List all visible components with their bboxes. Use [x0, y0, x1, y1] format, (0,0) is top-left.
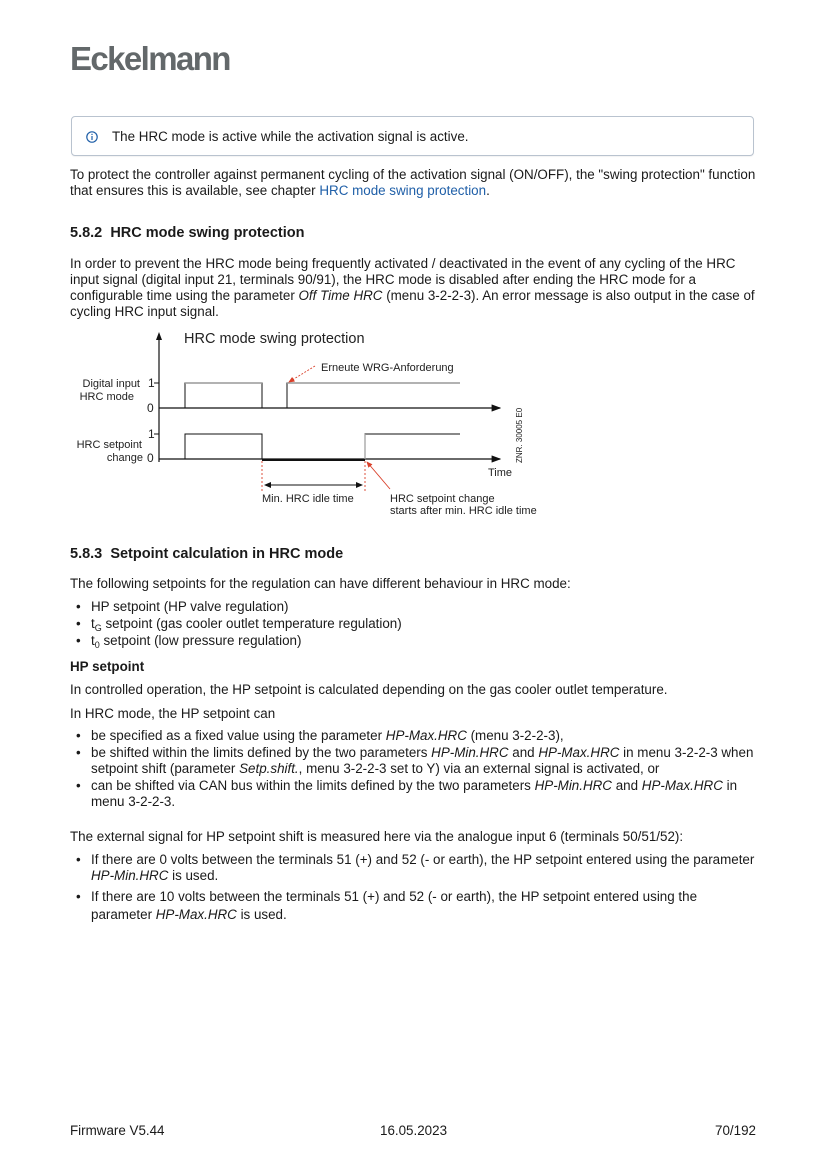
item-text: and: [508, 745, 539, 760]
param-hp-min-hrc: HP-Min.HRC: [91, 868, 169, 883]
item-text: setpoint (gas cooler outlet temperature regulation): [101, 616, 402, 631]
param-hp-max-hrc: HP-Max.HRC: [155, 907, 237, 922]
para-text: In order to prevent the HRC mode being frequently activated / deactivated in the event of any cycling of the HRC input signal (digital input 21, terminals 90/91), the HRC mode is disabled after ending the HRC mode for a configurable time using the parameter: [70, 256, 736, 303]
list-item: [70, 633, 760, 649]
item-text: t: [91, 633, 95, 648]
voltage-list: [70, 852, 760, 927]
section-title: HRC mode swing protection: [110, 225, 305, 241]
swing-protection-link[interactable]: HRC mode swing protection: [319, 183, 487, 198]
item-text: HP setpoint (HP valve regulation): [91, 599, 289, 614]
param-setp-shift: Setp.shift.: [239, 761, 299, 776]
row2-label-1: HRC setpoint: [76, 439, 142, 451]
item-text: and: [611, 778, 642, 793]
list-item: [70, 888, 760, 924]
item-text: in menu 3-2-2-3 when setpoint shift (parameter: [91, 745, 754, 776]
section-583-heading: [70, 545, 343, 563]
item-text: , menu 3-2-2-3 set to Y) via an external signal is activated, or: [298, 761, 660, 776]
setpoint-list: [70, 599, 760, 652]
param-off-time-hrc: Off Time HRC: [298, 288, 383, 303]
item-text: be shifted within the limits defined by the two parameters: [91, 745, 432, 760]
item-text: can be shifted via CAN bus within the limits defined by the two parameters: [91, 778, 535, 793]
item-text: be specified as a fixed value using the parameter: [91, 728, 386, 743]
hp-setpoint-heading: HP setpoint: [70, 659, 145, 674]
section-title: Setpoint calculation in HRC mode: [110, 546, 344, 562]
row2-label-2: change: [106, 452, 143, 464]
row1-label-2: HRC mode: [79, 391, 134, 403]
level-1: 1: [148, 376, 155, 390]
item-text: If there are 0 volts between the terminals 51 (+) and 52 (- or earth), the HP setpoint entered using the parameter: [91, 852, 755, 867]
list-item: [70, 599, 760, 615]
param-hp-max-hrc: HP-Max.HRC: [385, 728, 467, 743]
item-text: If there are 10 volts between the terminals 51 (+) and 52 (- or earth), the HP setpoint entered using the parameter: [91, 889, 698, 922]
footer-date: 16.05.2023: [380, 1123, 448, 1138]
level-1-b: 1: [148, 427, 155, 441]
footer-firmware: Firmware V5.44: [70, 1123, 165, 1138]
list-item: [70, 728, 760, 744]
intro-end: .: [486, 183, 490, 198]
section-number: 5.8.2: [70, 225, 103, 241]
intro-text: To protect the controller against permanent cycling of the activation signal (ON/OFF), the "swing protection" function that ensures this is available, see chapter: [70, 167, 756, 198]
param-hp-max-hrc: HP-Max.HRC: [538, 745, 620, 760]
info-icon: [86, 131, 98, 143]
note-text: The HRC mode is active while the activation signal is active.: [112, 129, 469, 144]
list-item: [70, 616, 760, 632]
section-582-heading: [70, 224, 304, 242]
annotation-top: Erneute WRG-Anforderung: [321, 362, 454, 374]
subscript: 0: [94, 640, 100, 650]
swing-protection-paragraph: [70, 256, 760, 320]
subscript: G: [94, 623, 102, 633]
hp-setpoint-options: [70, 728, 760, 813]
list-item: [70, 852, 760, 884]
item-text: (menu 3-2-2-3),: [466, 728, 564, 743]
hp-setpoint-p1: In controlled operation, the HP setpoint is calculated depending on the gas cooler outlet temperature.: [70, 682, 668, 697]
section-number: 5.8.3: [70, 546, 103, 562]
hp-setpoint-p3: The external signal for HP setpoint shift is measured here via the analogue input 6 (terminals 50/51/52):: [70, 829, 684, 844]
intro-paragraph: [70, 167, 760, 199]
item-text: in menu 3-2-2-3.: [91, 778, 738, 809]
param-hp-max-hrc: HP-Max.HRC: [641, 778, 723, 793]
footer-page-number: 70/192: [715, 1123, 756, 1138]
level-0: 0: [147, 401, 154, 415]
info-note: [71, 116, 754, 156]
swing-protection-diagram: [60, 326, 560, 521]
row1-label-1: Digital input: [82, 378, 140, 390]
idle-time-label: Min. HRC idle time: [262, 493, 354, 505]
item-text: is used.: [236, 907, 287, 922]
hp-setpoint-p2: In HRC mode, the HP setpoint can: [70, 706, 276, 721]
param-hp-min-hrc: HP-Min.HRC: [534, 778, 612, 793]
param-hp-min-hrc: HP-Min.HRC: [431, 745, 509, 760]
setpoint-note-2: starts after min. HRC idle time: [390, 505, 537, 517]
diagram-title: HRC mode swing protection: [184, 331, 365, 347]
eckelmann-logo: Eckelmann: [70, 40, 230, 77]
setpoint-note-1: HRC setpoint change: [390, 493, 495, 505]
item-text: t: [91, 616, 95, 631]
level-0-b: 0: [147, 451, 154, 465]
para-text: (menu 3-2-2-3). An error message is also output in the case of cycling HRC input signal.: [70, 288, 755, 319]
item-text: setpoint (low pressure regulation): [99, 633, 302, 648]
reference-number: ZNR. 30005 E0: [515, 407, 524, 463]
item-text: is used.: [168, 868, 219, 883]
axis-time-label: Time: [488, 467, 513, 479]
section-583-intro: The following setpoints for the regulation can have different behaviour in HRC mode:: [70, 576, 571, 591]
list-item: [70, 778, 760, 810]
list-item: [70, 745, 760, 777]
